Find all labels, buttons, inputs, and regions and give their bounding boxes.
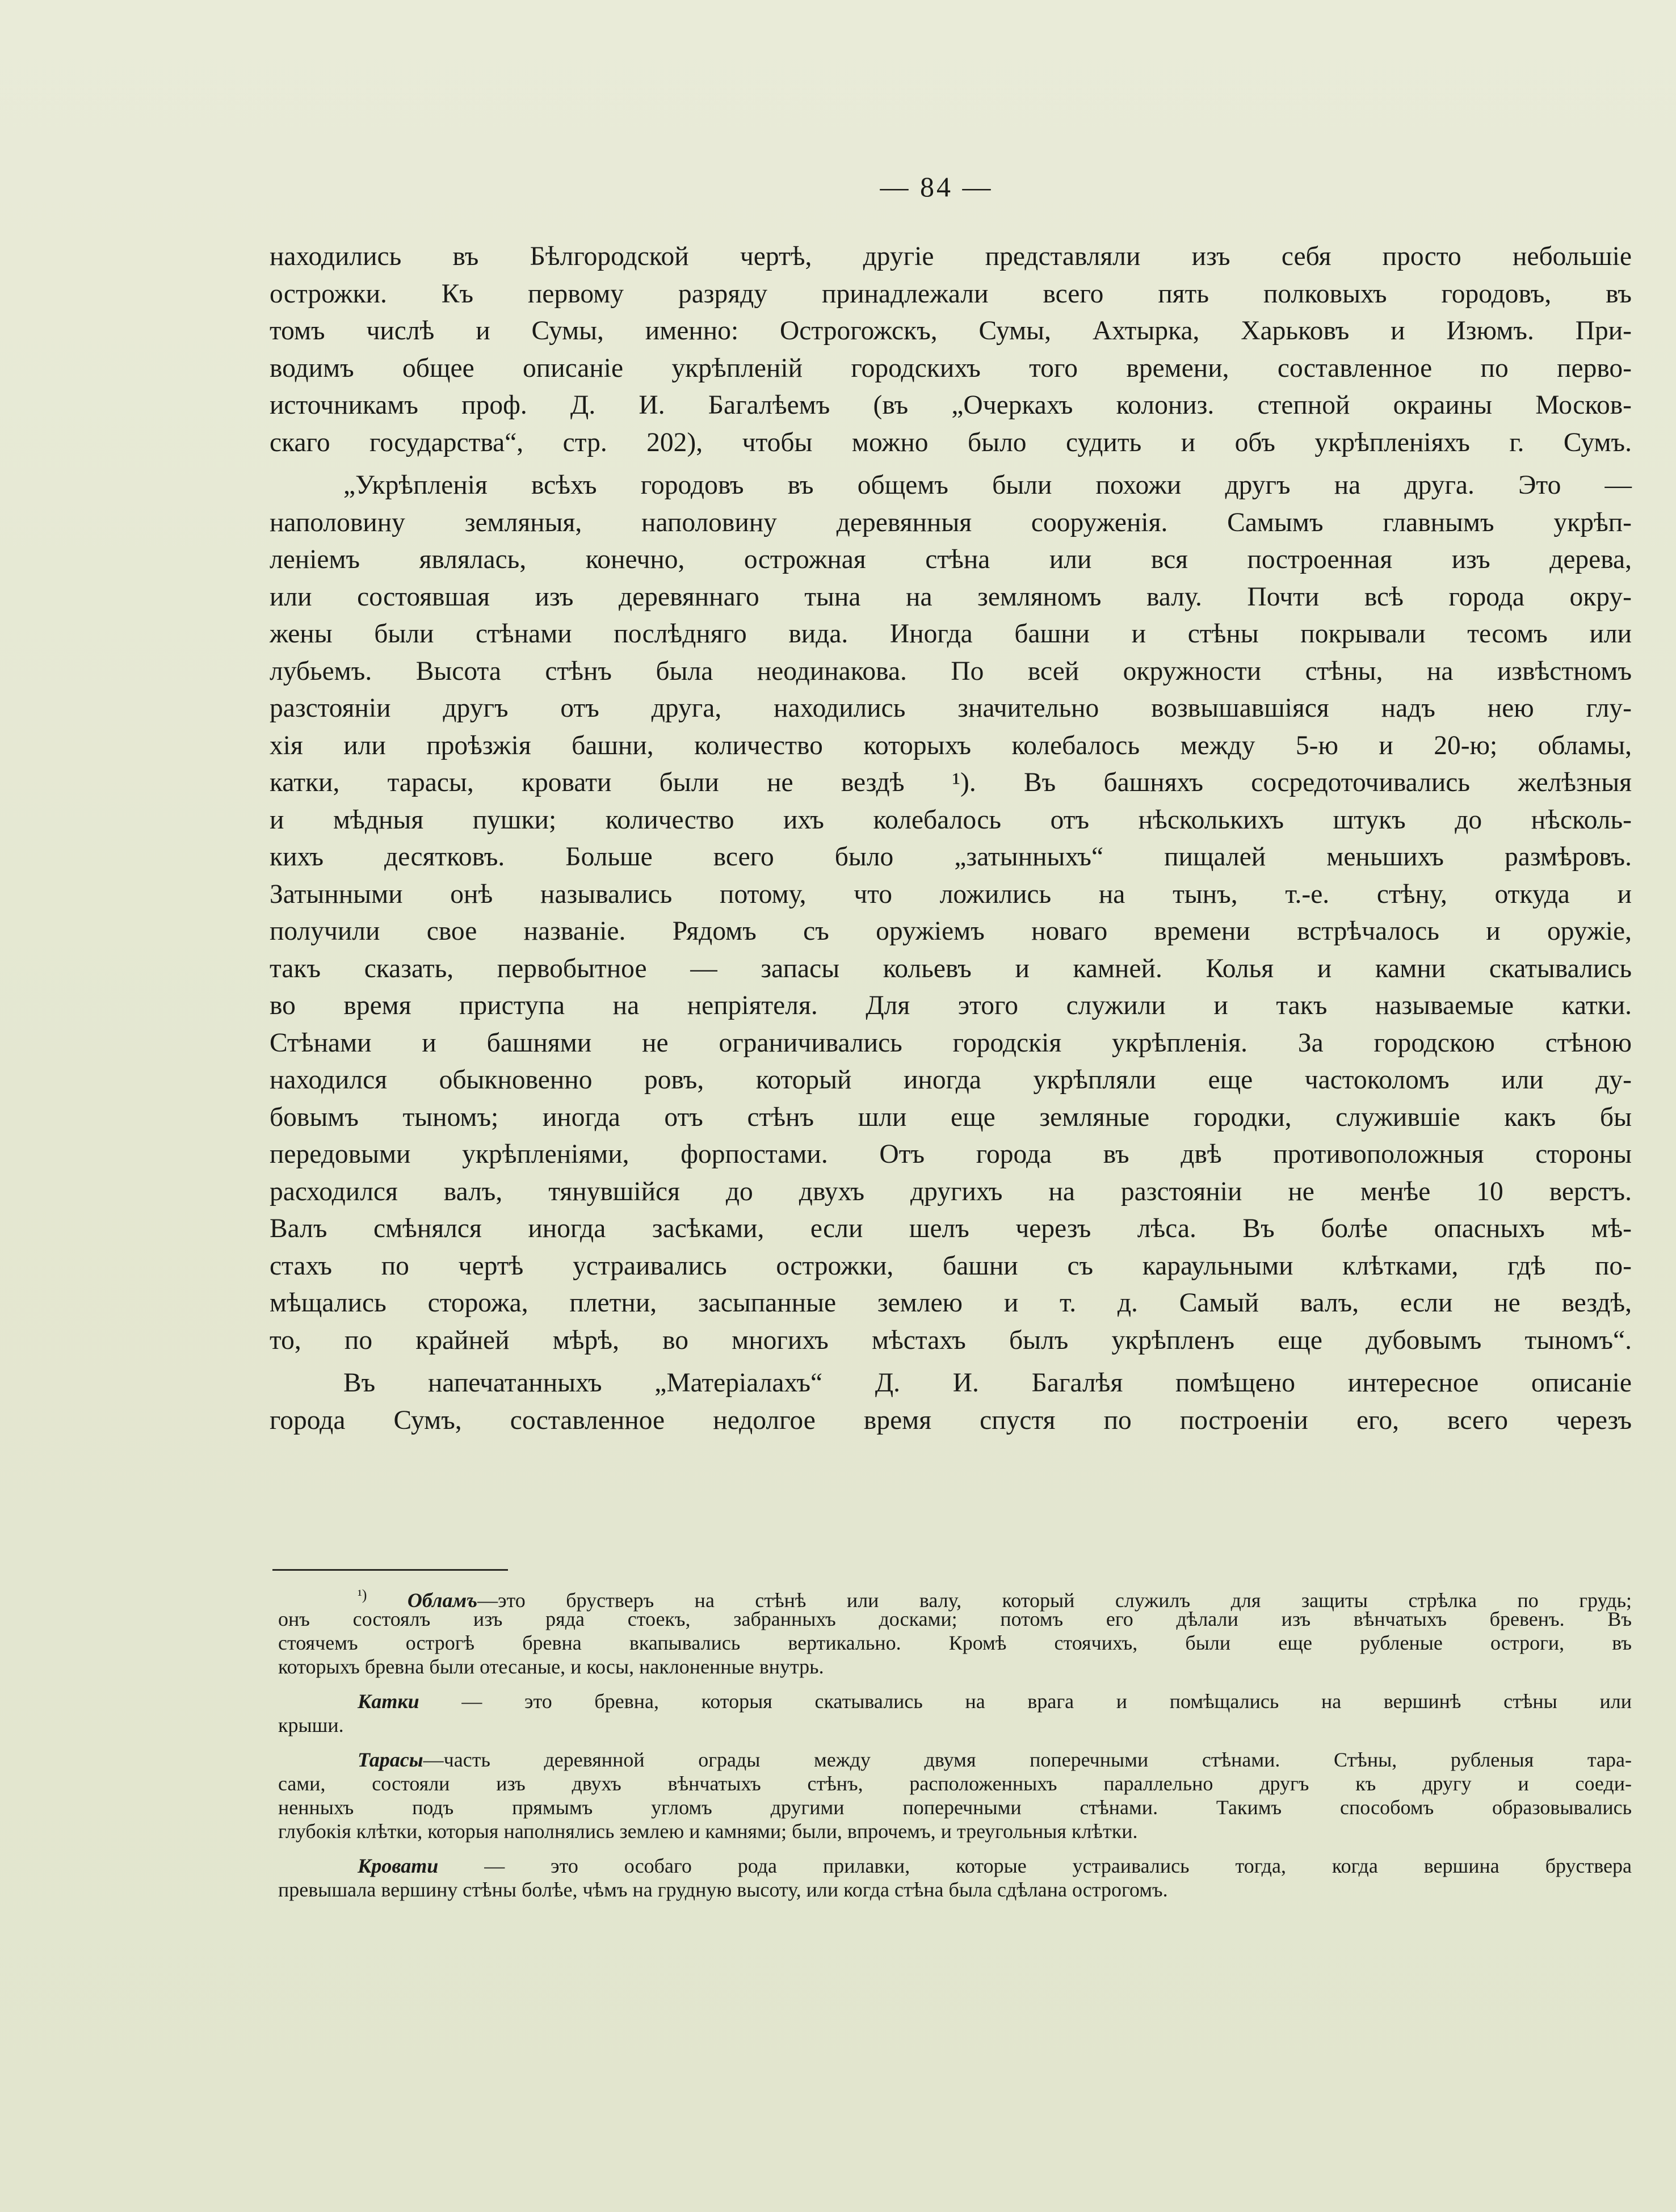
text-line: острожки. Къ первому разряду принадлежали всего пять полковыхъ городовъ, въ — [270, 279, 1632, 309]
footnote-line: крыши. — [278, 1714, 344, 1736]
footnotes — [278, 1583, 1632, 1902]
text-line: во время приступа на непріятеля. Для этого служили и такъ называемые катки. — [270, 991, 1632, 1020]
text-line: или состоявшая изъ деревяннаго тына на земляномъ валу. Почти всѣ города окру- — [270, 582, 1632, 612]
footnote-term: Тарасы — [358, 1748, 423, 1771]
footnote-term: Кровати — [358, 1854, 439, 1877]
footnote-text: —это брустверъ на стѣнѣ или валу, который служилъ для защиты стрѣлка по грудь; — [477, 1589, 1632, 1612]
text-line: получили свое названіе. Рядомъ съ оружіемъ новаго времени встрѣчалось и оружіе, — [270, 916, 1632, 946]
text-line: бовымъ тыномъ; иногда отъ стѣнъ шли еще земляные городки, служившіе какъ бы — [270, 1102, 1632, 1132]
text-line: леніемъ являлась, конечно, острожная стѣна или вся построенная изъ дерева, — [270, 545, 1632, 574]
text-line: находились въ Бѣлгородской чертѣ, другіе представляли изъ себя просто небольшіе — [270, 242, 1632, 271]
text-line: наполовину земляныя, наполовину деревянныя сооруженія. Самымъ главнымъ укрѣп- — [270, 507, 1632, 537]
text-line: Въ напечатанныхъ „Матеріалахъ“ Д. И. Багалѣя помѣщено интересное описаніе — [343, 1368, 1632, 1398]
footnote-line: онъ состоялъ изъ ряда стоекъ, забранныхъ досками; потомъ его дѣлали изъ вѣнчатыхъ бревенъ. Въ — [278, 1608, 1632, 1630]
footnote-line — [278, 1854, 1632, 1878]
text-line: водимъ общее описаніе укрѣпленій городскихъ того времени, составленное по перво- — [270, 353, 1632, 383]
footnote-mark: ¹) — [358, 1587, 367, 1603]
footnote-text: —часть деревянной ограды между двумя поперечными стѣнами. Стѣны, рубленыя тара- — [423, 1748, 1632, 1771]
text-line: и мѣдныя пушки; количество ихъ колебалось отъ нѣсколькихъ штукъ до нѣсколь- — [270, 805, 1632, 835]
text-line: хія или проѣзжія башни, количество которыхъ колебалось между 5-ю и 20-ю; обламы, — [270, 730, 1632, 760]
footnote-text: — это бревна, которыя скатывались на врага и помѣщались на вершинѣ стѣны или — [419, 1690, 1632, 1713]
text-line: такъ сказать, первобытное — запасы кольевъ и камней. Колья и камни скатывались — [270, 953, 1632, 983]
text-line: стахъ по чертѣ устраивались острожки, башни съ караульными клѣтками, гдѣ по- — [270, 1251, 1632, 1281]
footnote-line: которыхъ бревна были отесаные, и косы, наклоненные внутрь. — [278, 1655, 824, 1678]
footnote-line: глубокія клѣтки, которыя наполнялись землею и камнями; были, впрочемъ, и треугольныя клѣтки. — [278, 1820, 1138, 1843]
footnote-line: сами, состояли изъ двухъ вѣнчатыхъ стѣнъ, расположенныхъ параллельно другъ къ другу и соеди- — [278, 1772, 1632, 1795]
footnote-line: превышала вершину стѣны болѣе, чѣмъ на грудную высоту, или когда стѣна была сдѣлана острогомъ. — [278, 1878, 1168, 1901]
text-line: скаго государства“, стр. 202), чтобы можно было судить и объ укрѣпленіяхъ г. Сумъ. — [270, 427, 1632, 457]
footnote-line — [278, 1748, 1632, 1772]
text-line: города Сумъ, составленное недолгое время спустя по построеніи его, всего черезъ — [270, 1405, 1632, 1435]
text-line: мѣщались сторожа, плетни, засыпанные землею и т. д. Самый валъ, если не вездѣ, — [270, 1288, 1632, 1318]
text-line: лубьемъ. Высота стѣнъ была неодинакова. По всей окружности стѣны, на извѣстномъ — [270, 656, 1632, 686]
footnote-divider — [272, 1569, 508, 1571]
text-line: „Укрѣпленія всѣхъ городовъ въ общемъ были похожи другъ на друга. Это — — [343, 470, 1632, 500]
text-line: Стѣнами и башнями не ограничивались городскія укрѣпленія. За городскою стѣною — [270, 1028, 1632, 1058]
main-text — [270, 238, 1632, 1439]
text-line: жены были стѣнами послѣдняго вида. Иногда башни и стѣны покрывали тесомъ или — [270, 619, 1632, 649]
footnote-line — [278, 1583, 1632, 1612]
footnote-term: Катки — [358, 1690, 419, 1713]
footnote-line: ненныхъ подъ прямымъ угломъ другими поперечными стѣнами. Такимъ способомъ образовывались — [278, 1796, 1632, 1819]
footnote-line: стоячемъ острогѣ бревна вкапывались вертикально. Кромѣ стоячихъ, были еще рубленые остроги, въ — [278, 1631, 1632, 1654]
text-line: Валъ смѣнялся иногда засѣками, если шелъ черезъ лѣса. Въ болѣе опасныхъ мѣ- — [270, 1214, 1632, 1243]
text-line: передовыми укрѣпленіями, форпостами. Отъ города въ двѣ противоположныя стороны — [270, 1139, 1632, 1169]
text-line: разстояніи другъ отъ друга, находились значительно возвышавшіяся надъ нею глу- — [270, 693, 1632, 723]
text-line: то, по крайней мѣрѣ, во многихъ мѣстахъ былъ укрѣпленъ еще дубовымъ тыномъ“. — [270, 1325, 1632, 1355]
text-line: томъ числѣ и Сумы, именно: Острогожскъ, Сумы, Ахтырка, Харьковъ и Изюмъ. При- — [270, 316, 1632, 346]
text-line: источникамъ проф. Д. И. Багалѣемъ (въ „Очеркахъ колониз. степной окраины Москов- — [270, 390, 1632, 420]
text-line: катки, тарасы, кровати были не вездѣ ¹). Въ башняхъ сосредоточивались желѣзныя — [270, 768, 1632, 797]
text-line: находился обыкновенно ровъ, который иногда укрѣпляли еще частоколомъ или ду- — [270, 1065, 1632, 1095]
text-line: расходился валъ, тянувшійся до двухъ другихъ на разстояніи не менѣе 10 верстъ. — [270, 1176, 1632, 1206]
footnote-line — [278, 1689, 1632, 1713]
page-number: — 84 — — [880, 171, 993, 203]
footnote-text: — это особаго рода прилавки, которые устраивались тогда, когда вершина бруствера — [438, 1854, 1632, 1877]
footnote-term: Обламъ — [407, 1589, 478, 1612]
text-line: кихъ десятковъ. Больше всего было „затынныхъ“ пищалей меньшихъ размѣровъ. — [270, 842, 1632, 872]
text-line: Затынными онѣ назывались потому, что ложились на тынъ, т.-е. стѣну, откуда и — [270, 879, 1632, 909]
